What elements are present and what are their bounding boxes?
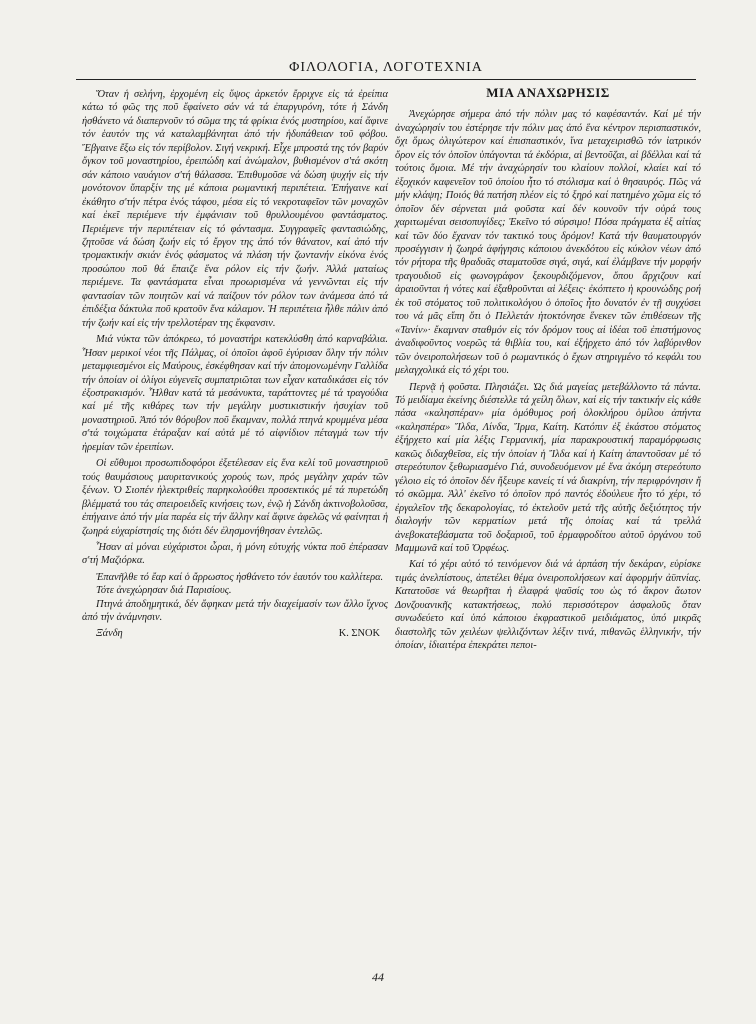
- right-paragraph-3: Καί τό χέρι αὐτό τό τεινόμενον διά νά ἁρπάση τήν δεκάραν, εὑρίσκε τιμάς ἀνελπίστους, ἀπετέλει θέμα ὀνειροπολήσεων καί ἀφορμήν ἀϋπνίας. Κατατοῦσε νά θεωρῆται ἡ ἐλαφρά ψαῦσίς του ὡς τό ἄκρον ἄωτον Δονζουανικῆς κατακτήσεως, πολύ περισσότερον ἀσφαλοῦς ὅταν συνωδεύετο καί ὑπό κάποιου ἐκφραστικοῦ μειδιάματος, ὑπό μικρᾶς διαστολῆς τῶν χειλέων ψελλιζόντων λέξιν τινά, πιθανῶς ἑλληνικήν, τήν ὁποίαν, ἰδιαιτέρα ἐπεκράτει πεποι-: [395, 559, 701, 652]
- right-column: [395, 84, 701, 653]
- section-header: ΦΙΛΟΛΟΓΙΑ, ΛΟΓΟΤΕΧΝΙΑ: [289, 60, 483, 75]
- left-paragraph-3: Οἱ εὔθυμοι προσωπιδοφόροι ἐξετέλεσαν εἰς ἕνα κελί τοῦ μοναστηριοῦ τούς θαυμάσιους μαυριτανικούς χορούς των, πρός μεγάλην χαράν τῶν ξένων. Ὁ Σιοπέν ἠλεκτριθείς παρηκολούθει προσεκτικός μέ τά πυρετώδη βλέμματά του τάς σπειροειδεῖς κινήσεις των, ἐνῷ ἡ Σάνδη ἀκτινοβολοῦσα, ἐπήγαινε ἀπό τήν μία παρέα εἰς τήν ἄλλην καί ἄφινε ἀφελῶς νά φαίνηται ἡ ζωηρά εὐχαρίστησίς της διότι δέν ἐλησμονήθησαν ἐντελῶς.: [82, 458, 388, 537]
- right-paragraph-2: Περνᾷ ἡ φοῦστα. Πλησιάζει. Ὡς διά μαγείας μετεβάλλοντο τά πάντα. Τό μειδίαμα ἐκείνης διέστελλε τά χείλη ὅλων, καί εἰς τήν τακτικήν εἰς κάθε πάσα «καλησπέραν» μία ὁμόθυμος ροή ὁλοκλήρου ὁμίλου ἀπήντα «καλησπέρα» Ἴλδα, Λίνδα, Ἴρμα, Καίτη. Κατόπιν ἐξ ἑκάστου στόματος ἐξήρχετο καί μία λέξις Γερμανική, μία παρακρουστική παραμόρφωσις κακῶς διδαχθεῖσα, εἰς τήν ὁποίαν ἡ Ἴλδα καί ἡ Καίτη ἀπαντοῦσαν μέ τό στερεότυπον ξεθωριασμένο Γιά, συνοδευόμενον μέ ἕνα ἀκόμη στερεότυπο γέλοιο εἰς τό ὁποῖον δέν ἤξευρε κανείς τί νά διακρίνη, τήν περιφρόνησιν ἤ τό σκῶμμα. Ἀλλ' ἐκεῖνο τό ὁποῖον πρό παντός ἐδούλευε ἦτο τό χέρι, τό ἐργαλεῖον τῆς δεκαρολογίας, τό ἐκτελοῦν μετά τῆς αὐτῆς δεξιότητος τήν διαλογήν τῶν κερματίων μετά τῆς ὁποίας καί τά τρελλά ἀνεβοκατεβάσματα τοῦ δοξαριοῦ, τοῦ ἑρμαφροδίτου αὐτοῦ ὀργάνου τοῦ Μαμμωνᾶ καί τοῦ Ὀρφέως.: [395, 381, 701, 554]
- article-title: ΜΙΑ ΑΝΑΧΩΡΗΣΙΣ: [486, 85, 610, 100]
- left-paragraph-4: Ἦσαν αἱ μόναι εὐχάριστοι ὧραι, ἡ μόνη εὐτυχής νύκτα ποῦ ἐπέρασαν σ'τή Μαζιόρκα.: [82, 541, 388, 567]
- right-paragraph-1: Ἀνεχώρησε σήμερα ἀπό τήν πόλιν μας τό καφέσαντάν. Καί μέ τήν ἀναχώρησίν του ἐστέρησε τήν πόλιν μας ἀπό ἕνα κέντρον περισπαστικόν, ὄχι ὅμως ὀλιγώτερον καί ἐπισπαστικόν, ἵνα μεταχειρισθῶ τόν ἰατρικόν ὅρον εἰς τόν ὁποῖον ὑπάγονται τά ἐκδόρια, αἱ βεντοῦζαι, αἱ βδέλλαι καί τά τούτοις ὅμοια. Μέ τήν ἀναχώρησίν του κλαίουν πολλοί, κλαίει καί τό ἐξοχικόν καφενεῖον τοῦ ὁποίου ἦτο τό στόλισμα καί ὁ θησαυρός. Πῶς νά μήν κλάψη; Ποιός θά πατήση πλέον εἰς τό ξηρό καί πατημένο χῶμα εἰς τό ὁποῖον δέν σέρνεται μιά φοῦστα καί δέν κουνοῦν τήν οὐρά τους χαριτωμέναι σεισοπυγίδες; Ἐκεῖνο τό σύρσιμο! Πόσα πράγματα ἐξ αἰτίας καί τῶν δύο ἔχαναν τόν τακτικό τους δρόμον! Κατά τήν θαυματουργόν προσέγγισιν ἡ ζωηρά ἀφήγησις κάποιου ἀνεκδότου εἰς κύκλον νέων ἀπό τόν ρήτορα τῆς θραδυᾶς σταματοῦσε σιγά, σιγά, καί ἐλάμβανε τήν μορφήν τραγουδιοῦ εἰς φωνογράφον ξεκουρδιζόμενον, ὅπου ἄρχιζουν καί ἀραιοῦνται ἡ νότες καί ἐξαθροῦνται αἱ λέξεις· ἐκόπτετο ἡ κρουνώδης ροή ἐκ τοῦ στόματος τοῦ πολιτικολόγου ὁ ὁποῖος ἦτο δυνατόν ἐν τῇ συγχύσει του νά μᾶς εἴπη ὅτι ὁ Πελλετάν ἠτοκτόνησε ἕνεκεν τῶν ἐπιθέσεων τῆς «Τανίν»· ἔκαμναν σταθμόν εἰς τόν δρόμον τους αἱ ἰδέαι τοῦ ἐπιστήμονος ἀναδιφοῦντος νοερῶς τά θιβλία του, καί ἐξήρχετο ἀπό τόν λαβύρινθον τῶν ὀνειροπολήσεων τοῦ ὁ ρωμαντικός ὁ ἔχων στηριγμένο τό κεφάλι του μελαγχολικά εἰς τό χέρι του.: [395, 109, 701, 377]
- header-rule: [76, 79, 696, 80]
- left-paragraph-2: Μιά νύκτα τῶν ἀπόκρεω, τό μοναστήρι κατεκλύσθη ἀπό καρναβάλια. Ἦσαν μερικοί νέοι τῆς Πάλμας, οἱ ὁποῖοι ἀφοῦ ἐγύρισαν ὅλην τήν πόλιν μεταμφιεσμένοι εἰς Μαύρους, ἐσκέφθησαν καί τήν ἀπομονωμένην Γαλλίδα τήν ὁποίαν οἱ ὀλίγοι εὐγενεῖς συμπατριῶται των εἶχαν καταδικάσει εἰς τόν ἐξοστρακισμόν. Ἦλθαν κατά τά μεσάνυκτα, ταράττοντες μέ τά τραγούδια καί μέ τῆς κιθάρες των τήν μεγάλην μυστικιστικήν ἡσυχίαν τοῦ μοναστηριοῦ. Ἀπό τόν θόρυβον ποῦ ἔκαμναν, πολλά πτηνά κρυμμένα μέσα σ'τά τοιχώματα ἐτάραξαν καί αὐτά μέ τό αἰφνίδιον πέταγμά των τήν ἠρεμίαν τῶν ἐρειπίων.: [82, 334, 388, 453]
- left-paragraph-7: Πτηνά ἀποδημητικά, δέν ἄφηκαν μετά τήν διαχείμασίν των ἄλλο ἴχνος ἀπό τήν ἀνάμνησιν.: [82, 598, 388, 624]
- signature-left: Ξάνδη: [96, 627, 123, 639]
- page-number: 44: [372, 970, 384, 984]
- signature-right: Κ. ΣΝΟΚ: [338, 627, 380, 639]
- left-column: [82, 88, 388, 640]
- left-paragraph-5: Ἐπανῆλθε τό ἔαρ καί ὁ ἄρρωστος ἠσθάνετο τόν ἑαυτόν του καλλίτερα.: [96, 571, 384, 583]
- signature-line: [82, 627, 388, 640]
- left-paragraph-1: Ὅταν ἡ σελήνη, ἐρχομένη εἰς ὕψος ἀρκετόν ἔρριχνε εἰς τά ἐρείπια κάτω τό φῶς της ποῦ ἔφαίνετο σάν νά τά ἐπαργυρόνη, τότε ἡ Σάνδη ἠσθάνετο νά διαπερνοῦν τό σῶμα της τά φρίκια ἑνός μυστηρίου, καί ἄφινε τόν ἑαυτόν της νά καταλαμβάνηται ἀπό τήν ἡδυπάθειαν τοῦ φόβου. Ἔβγαινε ἔξω εἰς τόν περίβολον. Σιγή νεκρική. Εἶχε μπροστά της τόν βαρύν ὄγκον τοῦ μοναστηρίου, ἐρειπώδη καί ἀνώμαλον, βυθισμένον σ'τά σκότη σάν κάποιο ναυάγιον σ'τή θάλασσα. Ἐπιθυμοῦσε νά δώση ψυχήν εἰς τήν μονότονον ὕπαρξίν της μέ κάποια ρωμαντική περιπέτεια. Ἐπήγαινε καί ἐκάθητο σ'τήν πέτρα ἑνός τάφου, μέσα εἰς τό νεκροταφεῖον τῶν μοναχῶν καί ἐκεῖ περιέμενε τήν ἐμφάνισιν τοῦ θρυλλουμένου φαντάσματος. Περιέμενε τήν περιπέτειαν εἰς τό φάντασμα. Συγγραφεῖς φαντασιώδης, ζητοῦσε νά δώση ζωήν εἰς τό ἔργον της ἀπό τόν θάνατον, καί ἀπό τήν τρομακτικήν σκιάν ἑνός φάσματος νά πλάση τήν ζωντανήν εἰκόνα ἑνός προσώπου ποῦ θά ἔπαιζε ἕνα ρόλον εἰς τήν ζωήν. Ἀλλά ματαίως περιέμενε. Τα φαντάσματα εἶναι προωρισμένα νά γεννῶνται εἰς τήν φαντασίαν τῶν ποιητῶν καί νά παίζουν τόν ρόλον των ἀνάμεσα ἀπό τά ἐπιδέξια δάκτυλα ποῦ κρατοῦν ἕνα κάλαμον. Ἡ περιπέτεια ἦλθε πάλιν ἀπό τήν ζωήν καί εἰς τήν τρελλοτέραν της ἔκφανσιν.: [82, 89, 388, 329]
- left-paragraph-6: Τότε ἀνεχώρησαν διά Παρισίους.: [96, 585, 232, 597]
